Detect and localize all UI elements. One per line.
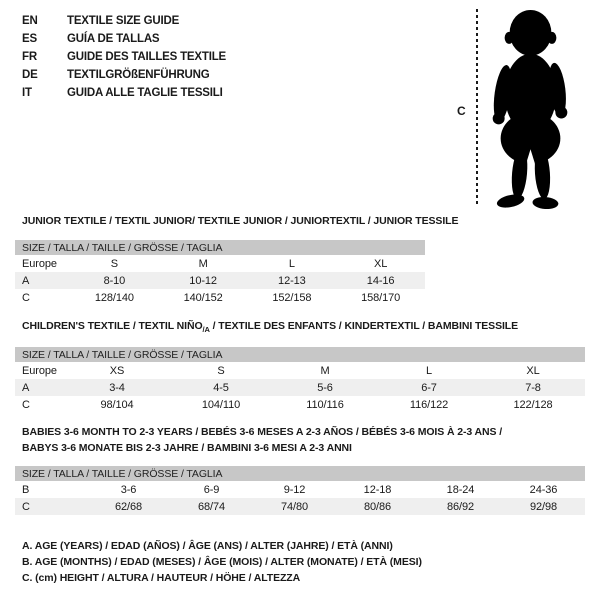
table-header-row xyxy=(15,347,585,362)
row-label: Europe xyxy=(22,364,57,377)
children-section-title xyxy=(22,320,518,334)
size-cell: 5-6 xyxy=(273,379,377,396)
size-cell: 8-10 xyxy=(70,272,159,289)
size-header-label: SIZE / TALLA / TAILLE / GRÖSSE / TAGLIA xyxy=(15,466,585,481)
size-cell: 6-9 xyxy=(203,483,220,496)
table-row xyxy=(15,379,585,396)
table-row xyxy=(15,272,425,289)
size-cell: 12-18 xyxy=(363,483,392,496)
language-label: TEXTILGRÖßENFÜHRUNG xyxy=(67,69,210,81)
footnote-a: A. AGE (YEARS) / EDAD (AÑOS) / ÂGE (ANS) / ALTER (JAHRE) / ETÀ (ANNI) xyxy=(22,540,393,552)
size-cell: 152/158 xyxy=(272,291,312,304)
size-cell: 86/92 xyxy=(419,498,502,515)
row-label: A xyxy=(15,272,70,289)
size-cell: 18-24 xyxy=(446,483,475,496)
size-cell: 24-36 xyxy=(529,483,558,496)
row-label: A xyxy=(15,379,65,396)
babies-section-title xyxy=(22,424,502,456)
footnotes-block xyxy=(22,538,422,586)
language-code: ES xyxy=(22,33,37,45)
language-row-de xyxy=(22,66,226,84)
height-measure-label: C xyxy=(457,104,466,118)
table-row xyxy=(15,289,425,306)
language-row-en xyxy=(22,12,226,30)
size-cell: L xyxy=(288,257,295,270)
table-row xyxy=(15,481,585,498)
size-cell: 104/110 xyxy=(201,398,241,411)
children-size-table xyxy=(15,347,585,413)
size-cell: 128/140 xyxy=(94,291,134,304)
size-header-label: SIZE / TALLA / TAILLE / GRÖSSE / TAGLIA xyxy=(15,347,585,362)
children-title-pre: CHILDREN'S TEXTILE / TEXTIL NIÑO xyxy=(22,320,203,332)
size-cell: 80/86 xyxy=(336,498,419,515)
babies-title-line1: BABIES 3-6 MONTH TO 2-3 YEARS / BEBÉS 3-6 MESES A 2-3 AÑOS / BÉBÉS 3-6 MOIS À 2-3 ANS / xyxy=(22,426,503,438)
size-cell: L xyxy=(425,364,433,377)
size-cell: XL xyxy=(373,257,388,270)
size-cell: 110/116 xyxy=(306,398,344,411)
size-cell: 12-13 xyxy=(248,272,337,289)
row-label: C xyxy=(15,498,87,515)
language-code: DE xyxy=(22,69,38,81)
babies-size-table xyxy=(15,466,585,515)
size-cell: 3-6 xyxy=(120,483,137,496)
height-measure-figure xyxy=(452,4,597,212)
language-code: IT xyxy=(22,87,32,99)
size-cell: XL xyxy=(526,364,540,377)
size-cell: 14-16 xyxy=(336,272,425,289)
footnote-c: C. (cm) HEIGHT / ALTURA / HAUTEUR / HÖHE / ALTEZZA xyxy=(22,572,301,584)
size-cell: S xyxy=(217,364,225,377)
table-header-row xyxy=(15,240,425,255)
size-header-label: SIZE / TALLA / TAILLE / GRÖSSE / TAGLIA xyxy=(15,240,425,255)
junior-section-title: JUNIOR TEXTILE / TEXTIL JUNIOR/ TEXTILE JUNIOR / JUNIORTEXTIL / JUNIOR TESSILE xyxy=(22,215,459,227)
size-cell: M xyxy=(198,257,208,270)
size-cell: 3-4 xyxy=(65,379,169,396)
row-label: B xyxy=(22,483,30,496)
children-title-subscript: /A xyxy=(202,325,210,335)
children-title-post: / TEXTILE DES ENFANTS / KINDERTEXTIL / BAMBINI TESSILE xyxy=(209,320,519,332)
size-cell: 98/104 xyxy=(100,398,134,411)
size-cell: 4-5 xyxy=(169,379,273,396)
language-row-es xyxy=(22,30,226,48)
size-cell: S xyxy=(110,257,118,270)
table-row xyxy=(15,255,425,272)
table-header-row xyxy=(15,466,585,481)
size-cell: 92/98 xyxy=(502,498,585,515)
language-label: GUIDE DES TAILLES TEXTILE xyxy=(67,51,226,63)
toddler-silhouette-icon xyxy=(483,6,581,210)
size-cell: 9-12 xyxy=(283,483,306,496)
language-title-block xyxy=(22,12,226,102)
row-label: C xyxy=(22,398,30,411)
size-cell: 74/80 xyxy=(253,498,336,515)
language-label: GUIDA ALLE TAGLIE TESSILI xyxy=(67,87,223,99)
size-cell: 140/152 xyxy=(183,291,223,304)
row-label: Europe xyxy=(22,257,57,270)
size-cell: XS xyxy=(109,364,125,377)
babies-title-line2: BABYS 3-6 MONATE BIS 2-3 JAHRE / BAMBINI 3-6 MESI A 2-3 ANNI xyxy=(22,442,352,454)
size-cell: 68/74 xyxy=(170,498,253,515)
size-cell: 62/68 xyxy=(87,498,170,515)
language-label: GUÍA DE TALLAS xyxy=(67,33,160,45)
language-code: EN xyxy=(22,15,38,27)
table-row xyxy=(15,498,585,515)
height-dotted-line xyxy=(476,9,478,207)
junior-size-table xyxy=(15,240,425,306)
size-cell: 10-12 xyxy=(159,272,248,289)
size-cell: 122/128 xyxy=(513,398,553,411)
row-label: C xyxy=(22,291,30,304)
language-row-fr xyxy=(22,48,226,66)
size-cell: 158/170 xyxy=(361,291,401,304)
table-row xyxy=(15,362,585,379)
size-cell: M xyxy=(320,364,330,377)
size-cell: 7-8 xyxy=(481,379,585,396)
language-row-it xyxy=(22,84,226,102)
size-cell: 116/122 xyxy=(409,398,449,411)
size-cell: 6-7 xyxy=(377,379,481,396)
language-label: TEXTILE SIZE GUIDE xyxy=(67,15,180,27)
footnote-b: B. AGE (MONTHS) / EDAD (MESES) / ÂGE (MOIS) / ALTER (MONATE) / ETÀ (MESI) xyxy=(22,556,422,568)
table-row xyxy=(15,396,585,413)
language-code: FR xyxy=(22,51,37,63)
